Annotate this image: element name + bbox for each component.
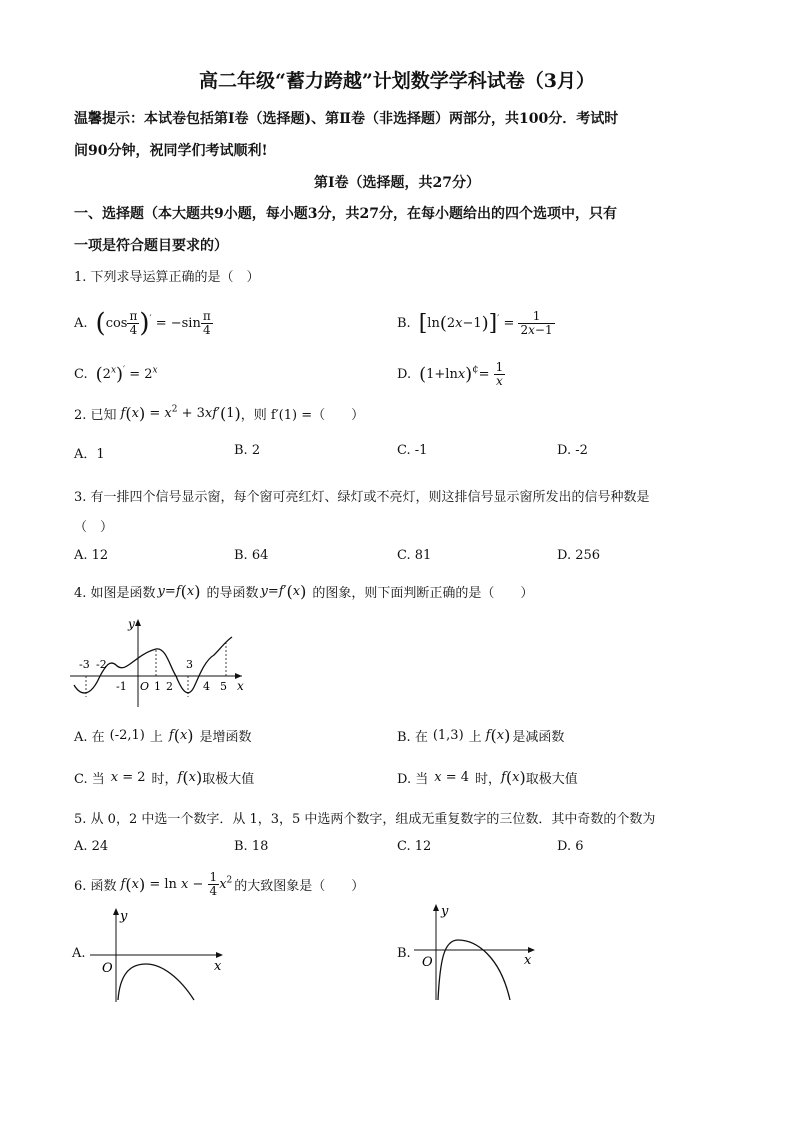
formula-d: (1+lnx)¢= $\frac{1}{x}$ — [419, 359, 504, 388]
q1-option-a[interactable] — [74, 303, 213, 343]
question-1-stem: 1. 下列求导运算正确的是（ ） — [74, 270, 260, 285]
fx: f(x) — [485, 726, 511, 745]
q4-stem-a: 4. 如图是函数 — [74, 586, 156, 601]
tick-label: -1 — [116, 680, 127, 693]
q1-option-d[interactable] — [397, 355, 505, 393]
q6-formula: f(x) = ln x − $\frac{1}{4}$ $x^2$ — [120, 869, 233, 898]
q3-option-b[interactable]: B. 64 — [234, 548, 269, 563]
option-d-pre: D. 当 — [397, 772, 429, 787]
option-b-interval: (1,3) — [432, 728, 464, 743]
x-eq-4: x = 4 — [434, 770, 470, 785]
formula-b: [ln(2x−1)]′ = $\frac{1}{2x-1}$ — [418, 308, 553, 337]
y-label: y — [120, 909, 128, 924]
q4-func-2: y=f′(x) — [260, 582, 307, 601]
question-3-stem-line-2: （ ） — [74, 520, 114, 535]
q4-stem-b: 的导函数 — [206, 586, 259, 601]
q6-option-a-label[interactable]: A. — [72, 946, 86, 961]
formula-a: (cos $\frac{\pi}{4}$ )′ = −sin $\frac{\pi}{4}$ — [95, 308, 211, 338]
origin-label: O — [422, 955, 433, 970]
option-b-mid: 上 — [468, 730, 482, 745]
y-axis-arrow — [433, 904, 439, 911]
q4-option-b[interactable] — [397, 726, 564, 745]
q6-option-b-label[interactable]: B. — [397, 946, 411, 961]
part-heading-line-1: 一、选择题（本大题共9小题，每小题3分，共27分，在每小题给出的四个选项中，只有 — [74, 206, 617, 222]
formula-c: $(2^x)' = 2^x$ — [95, 363, 158, 385]
option-letter: B. — [397, 315, 411, 331]
option-letter: C. — [74, 366, 88, 382]
q1-option-c[interactable] — [74, 360, 158, 388]
tick-label: 4 — [203, 680, 210, 693]
y-label: y — [441, 904, 449, 919]
q4-derivative-graph — [70, 615, 250, 710]
fx: f(x) — [501, 768, 526, 787]
option-a-pre: A. 在 — [74, 730, 105, 745]
x-axis-arrow — [216, 952, 223, 958]
q6-option-b-graph[interactable] — [414, 900, 544, 1005]
q2-option-b[interactable]: B. 2 — [234, 443, 261, 458]
q2-option-c[interactable]: C. -1 — [397, 443, 428, 458]
y-axis-arrow — [113, 908, 119, 915]
x-eq-2: x = 2 — [110, 770, 146, 785]
option-a-post: 是增函数 — [199, 730, 252, 745]
function-curve — [118, 964, 194, 1000]
option-d-post: 取极大值 — [525, 772, 578, 787]
option-b-post: 是减函数 — [512, 730, 565, 745]
x-label: x — [524, 953, 532, 968]
notice-line-1: 温馨提示：本试卷包括第Ⅰ卷（选择题)、第Ⅱ卷（非选择题）两部分，共100分．考试时 — [74, 111, 619, 127]
question-6-stem — [74, 864, 364, 904]
x-label: x — [214, 959, 222, 974]
tick-label: 3 — [186, 658, 193, 671]
q3-option-a[interactable]: A. 12 — [74, 548, 109, 563]
origin-label: O — [140, 680, 150, 693]
q3-option-d[interactable]: D. 256 — [557, 548, 601, 563]
question-4-stem — [74, 582, 533, 601]
exam-title: 高二年级“蓄力跨越”计划数学学科试卷（3月） — [198, 70, 596, 92]
section-title: 第Ⅰ卷（选择题，共27分） — [313, 175, 481, 191]
fx: f(x) — [168, 726, 194, 745]
tick-label: -3 — [79, 658, 90, 671]
option-c-post: 取极大值 — [202, 772, 255, 787]
fx: f(x) — [177, 768, 203, 787]
y-label: y — [128, 617, 135, 631]
q2-stem-post: ，则 f′(1) =（ ） — [240, 408, 365, 423]
option-c-mid: 时， — [151, 772, 178, 787]
q5-option-a[interactable]: A. 24 — [74, 839, 109, 854]
option-d-mid: 时， — [475, 772, 502, 787]
notice-line-2: 间90分钟，祝同学们考试顺利! — [74, 143, 268, 159]
q4-stem-c: 的图象，则下面判断正确的是（ ） — [312, 586, 534, 601]
question-3-stem-line-1: 3. 有一排四个信号显示窗，每个窗可亮红灯、绿灯或不亮灯，则这排信号显示窗所发出的信号种数是 — [74, 490, 650, 505]
part-heading-line-2: 一项是符合题目要求的） — [74, 238, 228, 254]
y-axis-arrow — [135, 619, 141, 626]
tick-label: 2 — [166, 680, 173, 693]
q2-stem-pre: 2. 已知 — [74, 408, 117, 423]
function-curve — [438, 940, 510, 1000]
option-a-mid: 上 — [149, 730, 163, 745]
question-2-stem — [74, 404, 364, 423]
option-b-pre: B. 在 — [397, 730, 428, 745]
option-c-pre: C. 当 — [74, 772, 105, 787]
option-letter: D. — [397, 366, 412, 382]
q5-option-b[interactable]: B. 18 — [234, 839, 269, 854]
q6-stem-pre: 6. 函数 — [74, 878, 117, 894]
q4-option-d[interactable] — [397, 768, 578, 787]
q4-option-a[interactable] — [74, 726, 252, 745]
q1-option-b[interactable] — [397, 303, 555, 343]
q4-option-c[interactable] — [74, 768, 254, 787]
x-label: x — [237, 679, 244, 693]
q5-option-d[interactable]: D. 6 — [557, 839, 584, 854]
q2-formula: $f(x) = x^2 + 3xf'(1)$ — [120, 404, 241, 423]
q4-func-1: y=f(x) — [157, 582, 201, 601]
q5-option-c[interactable]: C. 12 — [397, 839, 432, 854]
q2-option-d[interactable]: D. -2 — [557, 443, 588, 458]
option-letter: A. — [74, 315, 88, 331]
question-5-stem: 5. 从 0，2 中选一个数字．从 1，3，5 中选两个数字，组成无重复数字的三位数．其中奇数的个数为 — [74, 812, 656, 827]
tick-label: 5 — [220, 680, 227, 693]
option-a-interval: (-2,1) — [109, 728, 145, 743]
origin-label: O — [102, 961, 113, 976]
q2-option-a[interactable]: A．1 — [74, 447, 105, 462]
tick-label: -2 — [96, 658, 107, 671]
q3-option-c[interactable]: C. 81 — [397, 548, 432, 563]
q6-stem-post: 的大致图象是（ ） — [234, 878, 365, 894]
tick-label: 1 — [154, 680, 161, 693]
q6-option-a-graph[interactable] — [90, 904, 230, 1004]
